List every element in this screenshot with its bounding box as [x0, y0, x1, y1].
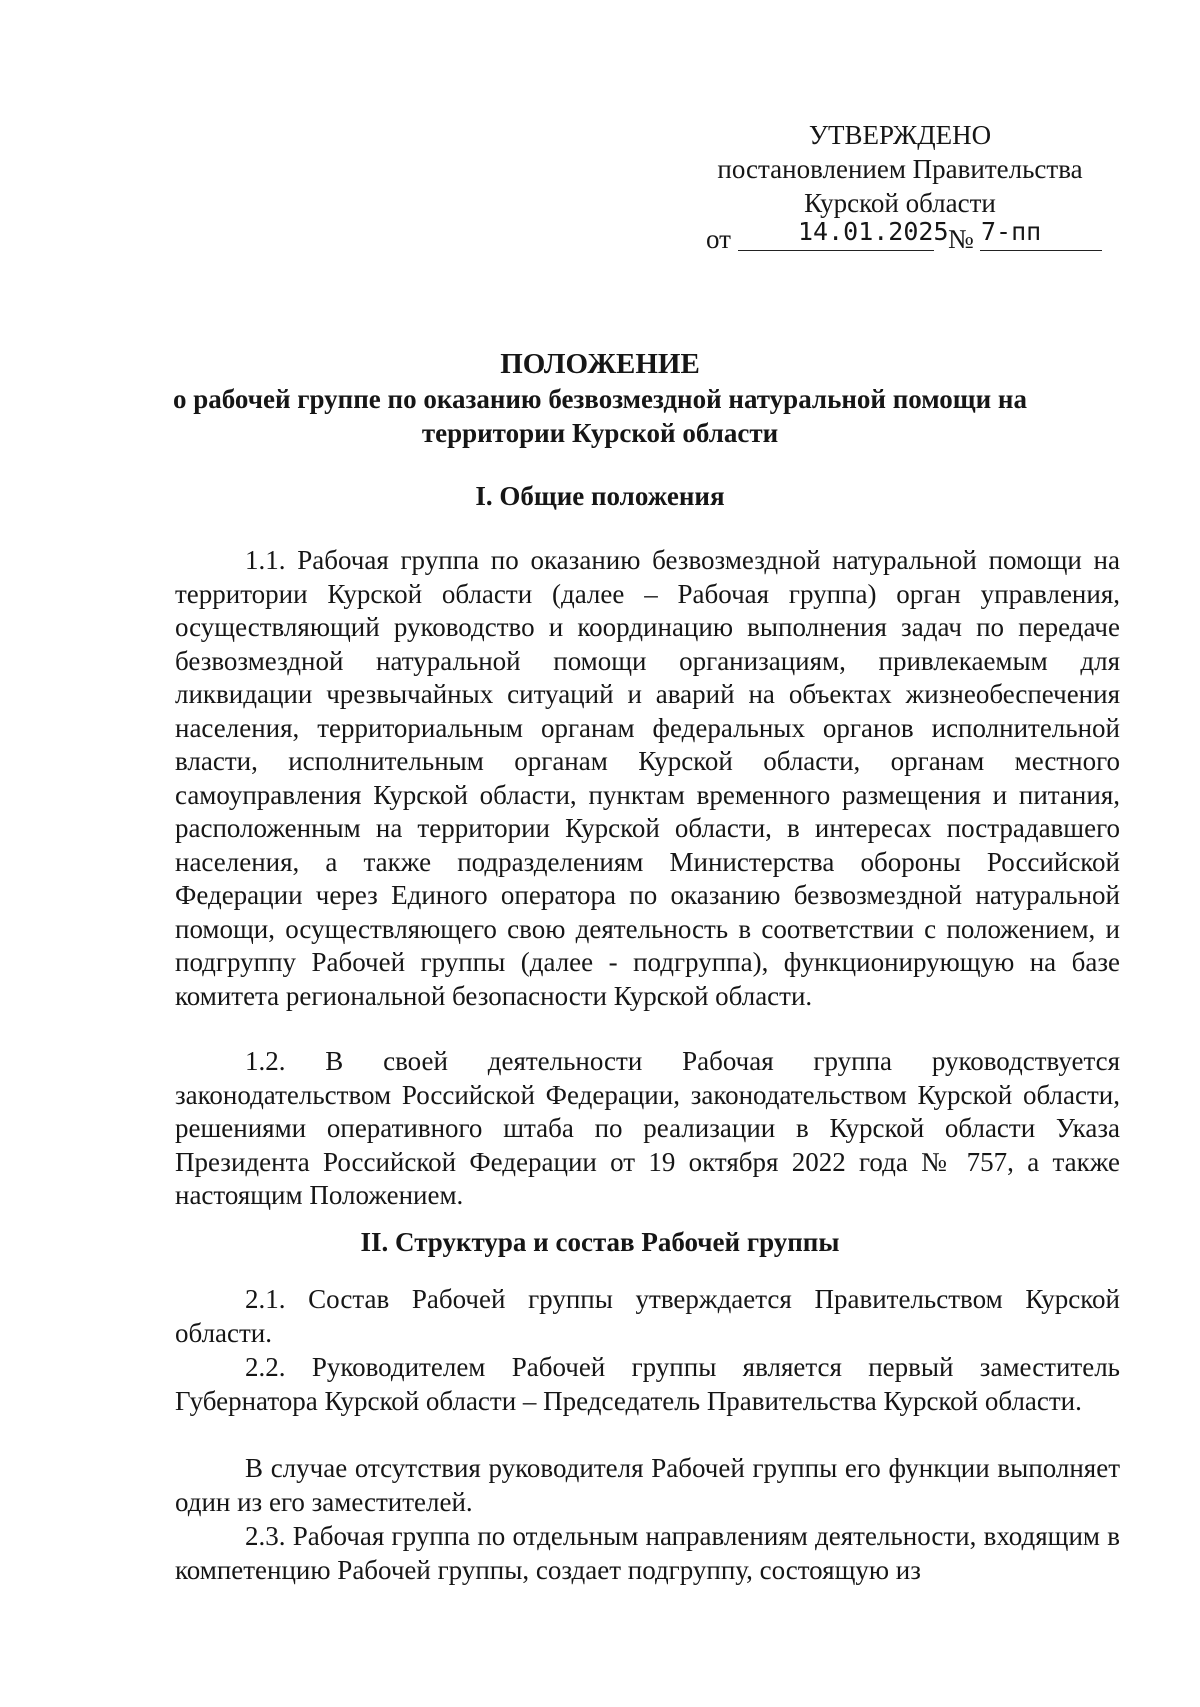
number-field [980, 217, 1102, 251]
section-1-heading: I. Общие положения [475, 481, 725, 511]
title-main: ПОЛОЖЕНИЕ [500, 348, 700, 380]
date-prefix: от [706, 224, 731, 254]
approval-line-2: Курской области [804, 188, 996, 218]
approval-date: 14.01.2025 [798, 217, 949, 246]
paragraph-2-3: 2.3. Рабочая группа по отдельным направлениям деятельности, входящим в компетенцию Рабочей группы, создает подгруппу, состоящую из [175, 1521, 1120, 1585]
title-sub: о рабочей группе по оказанию безвозмездной натуральной помощи на территории Курской области [173, 384, 1027, 448]
approval-date-line [700, 217, 1100, 260]
approval-heading: УТВЕРЖДЕНО [808, 120, 992, 150]
document-title [150, 346, 1050, 450]
paragraph-2-2: 2.2. Руководителем Рабочей группы является первый заместитель Губернатора Курской области – Председатель Правительства Курской области. [175, 1352, 1120, 1416]
paragraph-1-2: 1.2. В своей деятельности Рабочая группа руководствуется законодательством Российской Федерации, законодательством Курской области, решениями оперативного штаба по реализации в Курской области Указа Президента Российской Федерации от 19 октября 2022 года № 757, а также настоящим Положением. [175, 1046, 1120, 1210]
paragraph-1-1: 1.1. Рабочая группа по оказанию безвозмездной натуральной помощи на территории Курской области (далее – Рабочая группа) орган управления, осуществляющий руководство и координацию выполнения задач по передаче безвозмездной натуральной помощи организациям, привлекаемым для ликвидации чрезвычайных ситуаций и аварий на объектах жизнеобеспечения населения, территориальным органам федеральных органов исполнительной власти, исполнительным органам Курской области, органам местного самоуправления Курской области, пунктам временного размещения и питания, расположенным на территории Курской области, в интересах пострадавшего населения, а также подразделениям Министерства обороны Российской Федерации через Единого оператора по оказанию безвозмездной натуральной помощи, осуществляющего свою деятельность в соответствии с положением, и подгруппу Рабочей группы (далее - подгруппа), функционирующую на базе комитета региональной безопасности Курской области. [175, 545, 1120, 1011]
number-prefix: № [948, 224, 974, 254]
date-field [738, 217, 949, 251]
section-2-heading: II. Структура и состав Рабочей группы [360, 1227, 840, 1257]
approval-number: 7-пп [981, 217, 1042, 246]
approval-stamp [700, 118, 1100, 260]
paragraph-2-1: 2.1. Состав Рабочей группы утверждается Правительством Курской области. [175, 1284, 1120, 1348]
paragraph-2-2-continued: В случае отсутствия руководителя Рабочей группы его функции выполняет один из его заместителей. [175, 1453, 1120, 1517]
approval-line-1: постановлением Правительства [717, 154, 1083, 184]
